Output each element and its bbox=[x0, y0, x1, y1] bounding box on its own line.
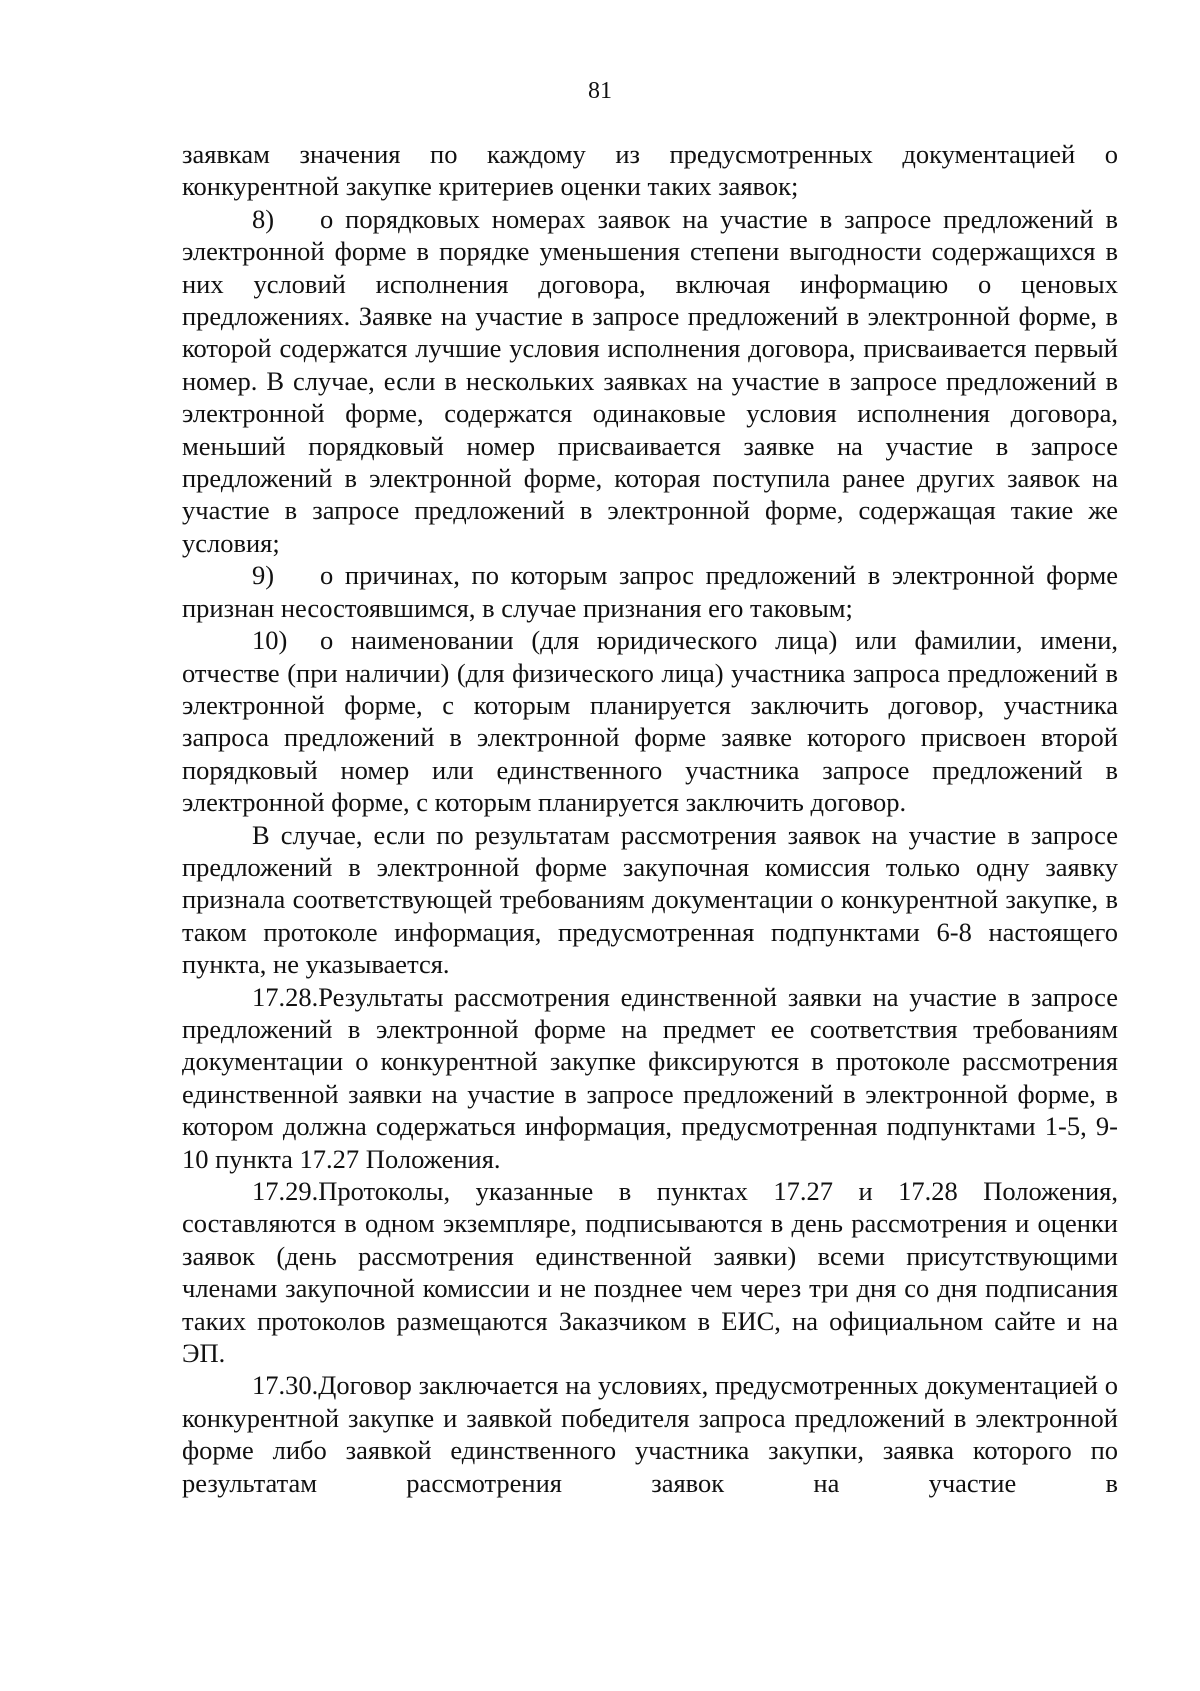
paragraph-text: о порядковых номерах заявок на участие в запросе предложений в электронной форме в порядке уменьшения степени выгодности содержащихся в них условий исполнения договора, включая информацию о ценовых предложениях. Заявке на участие в запросе предложений в электронной форме, в которой содержатся лучшие условия исполнения договора, присваивается первый номер. В случае, если в нескольких заявках на участие в запросе предложений в электронной форме, содержатся одинаковые условия исполнения договора, меньший порядковый номер присваивается заявке на участие в запросе предложений в электронной форме, которая поступила ранее других заявок на участие в запросе предложений в электронной форме, содержащая такие же условия; bbox=[182, 203, 1118, 558]
page-number: 81 bbox=[588, 78, 612, 104]
paragraph-text: Протоколы, указанные в пунктах 17.27 и 17.28 Положения, составляются в одном экземпляре, подписываются в день рассмотрения и оценки заявок (день рассмотрения единственной заявки) всеми присутствующими членами закупочной комиссии и не позднее чем через три дня со дня подписания таких протоколов размещаются Заказчиком в ЕИС, на официальном сайте и на ЭП. bbox=[182, 1176, 1118, 1369]
list-item-10 bbox=[182, 624, 1118, 818]
paragraph-single-application-note bbox=[182, 819, 1118, 981]
clause-17-28 bbox=[182, 981, 1118, 1175]
paragraph-text: о наименовании (для юридического лица) или фамилии, имени, отчестве (при наличии) (для физического лица) участника запроса предложений в электронной форме, с которым планируется заключить договор, участника запроса предложений в электронной форме заявке которого присвоен второй порядковый номер или единственного участника запросе предложений в электронной форме, с которым планируется заключить договор. bbox=[182, 625, 1118, 818]
clause-17-30 bbox=[182, 1369, 1118, 1499]
paragraph-text: Договор заключается на условиях, предусмотренных документацией о конкурентной закупке и заявкой победителя запроса предложений в электронной форме либо заявкой единственного участника закупки, заявка которого по результатам рассмотрения заявок на участие в bbox=[182, 1370, 1118, 1498]
list-item-8 bbox=[182, 203, 1118, 559]
clause-number: 17.29. bbox=[252, 1176, 319, 1206]
document-body bbox=[182, 138, 1118, 1499]
paragraph-text: заявкам значения по каждому из предусмотренных документацией о конкурентной закупке критериев оценки таких заявок; bbox=[182, 139, 1118, 202]
paragraph-text: о причинах, по которым запрос предложений в электронной форме признан несостоявшимся, в случае признания его таковым; bbox=[182, 560, 1118, 623]
clause-number: 17.30. bbox=[252, 1370, 319, 1401]
clause-17-29 bbox=[182, 1175, 1118, 1369]
paragraph-text: В случае, если по результатам рассмотрения заявок на участие в запросе предложений в электронной форме закупочная комиссия только одну заявку признала соответствующей требованиям документации о конкурентной закупке, в таком протоколе информация, предусмотренная подпунктами 6-8 настоящего пункта, не указывается. bbox=[182, 819, 1118, 980]
item-number: 10) bbox=[252, 625, 288, 656]
list-item-9 bbox=[182, 559, 1118, 624]
item-number: 8) bbox=[252, 203, 275, 234]
paragraph-text: Результаты рассмотрения единственной заявки на участие в запросе предложений в электронной форме на предмет ее соответствия требованиям документации о конкурентной закупке фиксируются в протоколе рассмотрения единственной заявки на участие в запросе предложений в электронной форме, в котором должна содержаться информация, предусмотренная подпунктами 1-5, 9-10 пункта 17.27 Положения. bbox=[182, 981, 1118, 1174]
paragraph-continuation bbox=[182, 138, 1118, 203]
clause-number: 17.28. bbox=[252, 981, 319, 1012]
item-number: 9) bbox=[252, 560, 275, 591]
